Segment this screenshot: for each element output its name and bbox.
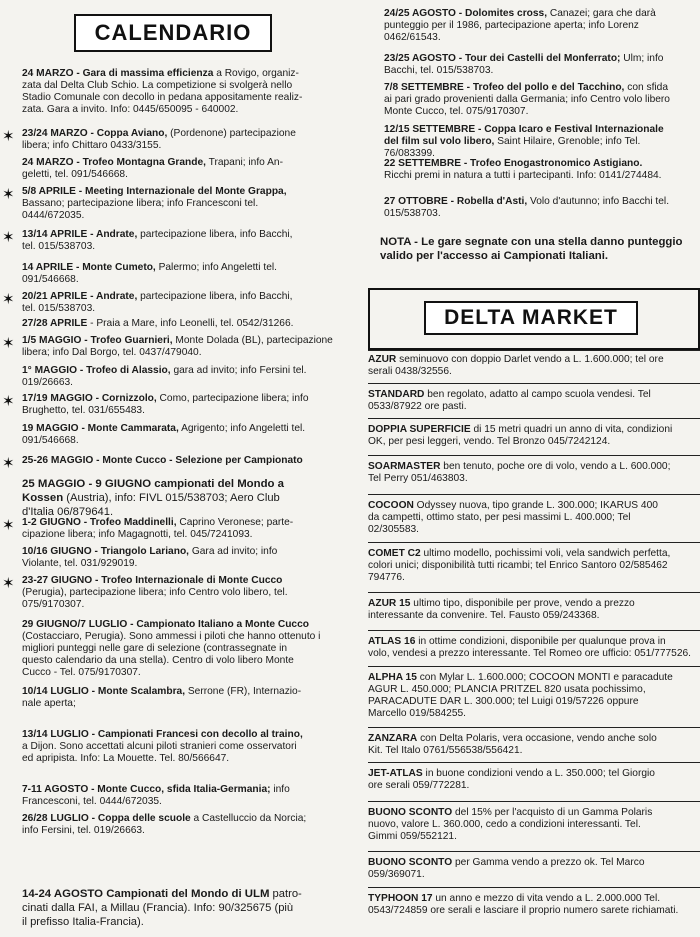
star-icon: ✶ — [2, 186, 15, 203]
market-ad — [368, 672, 700, 720]
entry-heading: BUONO SCONTO — [368, 857, 453, 868]
entry-heading: STANDARD — [368, 389, 425, 400]
entry-body: Serrone (FR), Internazio- nale aperta; — [22, 686, 302, 709]
entry-heading: 7/8 SETTEMBRE - Trofeo del pollo e del Tacchino, — [384, 82, 625, 93]
ad-divider — [368, 762, 700, 763]
market-ad — [368, 893, 700, 917]
entry-heading: 10/16 GIUGNO - Triangolo Lariano, — [22, 546, 189, 557]
star-icon: ✶ — [2, 128, 15, 145]
entry-body: Canazei; gara che darà punteggio per il 1986, partecipazione aperta; info Lorenz 0462/61543. — [384, 8, 656, 43]
nota-stella: NOTA - Le gare segnate con una stella danno punteggio valido per l'accesso ai Campionati Italiani. — [380, 236, 683, 262]
calendar-event — [22, 393, 350, 417]
market-ad — [368, 548, 700, 584]
entry-heading: COCOON — [368, 500, 414, 511]
entry-heading: 29 GIUGNO/7 LUGLIO - Campionato Italiano a Monte Cucco — [22, 619, 309, 630]
ad-divider — [368, 455, 700, 456]
entry-heading: 1/5 MAGGIO - Trofeo Guarnieri, — [22, 335, 173, 346]
ad-divider — [368, 801, 700, 802]
star-icon: ✶ — [2, 393, 15, 410]
entry-body: ben regolato, adatto al campo scuola vendesi. Tel 0533/87922 ore pasti. — [368, 389, 651, 412]
entry-heading: 1-2 GIUGNO - Trofeo Maddinelli, — [22, 517, 177, 528]
entry-body: Bassano; partecipazione libera; info Francesconi tel. 0444/672035. — [22, 198, 259, 221]
calendar-event — [22, 335, 350, 359]
entry-body: (Perugia), partecipazione libera; info Centro volo libero, tel. 075/9170307. — [22, 587, 288, 610]
entry-body: Gara ad invito; info Violante, tel. 031/929019. — [22, 546, 278, 569]
market-ad — [368, 733, 700, 757]
market-ad — [368, 389, 700, 413]
entry-heading: 13/14 LUGLIO - Campionati Francesi con decollo al traino, — [22, 729, 303, 740]
calendar-event — [22, 686, 350, 710]
entry-heading: 10/14 LUGLIO - Monte Scalambra, — [22, 686, 186, 697]
entry-body: Monte Dolada (BL), partecipazione libera; info Dal Borgo, tel. 0437/479040. — [22, 335, 333, 358]
calendar-event — [384, 158, 700, 182]
entry-heading: SOARMASTER — [368, 461, 441, 472]
calendar-event — [22, 186, 350, 222]
entry-heading: 13/14 APRILE - Andrate, — [22, 229, 138, 240]
delta-market-title: DELTA MARKET — [424, 301, 638, 335]
entry-heading: COMET C2 — [368, 548, 421, 559]
entry-body: partecipazione libera, info Bacchi, tel. 015/538703. — [22, 291, 293, 314]
calendar-event — [22, 887, 350, 929]
entry-body: con sfida ai pari grado provenienti dalla Germania; info Centro volo libero Monte Cucco, tel. 075/9170307. — [384, 82, 670, 117]
calendar-event — [22, 784, 350, 808]
entry-body: Saint Hilaire, Grenoble; info Tel. 76/083399. — [384, 136, 641, 159]
calendario-title: CALENDARIO — [74, 14, 272, 52]
calendar-event — [22, 229, 350, 253]
calendar-event — [384, 8, 700, 44]
entry-heading: 25 MAGGIO - 9 GIUGNO campionati del Mondo a Kossen — [22, 478, 285, 504]
market-ad — [368, 857, 700, 881]
market-ad — [368, 500, 700, 536]
entry-body: di 15 metri quadri un anno di vita, condizioni OK, per pesi leggeri, vendo. Tel Bronzo 045/7242124. — [368, 424, 673, 447]
calendar-event — [22, 68, 350, 116]
entry-heading: 1° MAGGIO - Trofeo di Alassio, — [22, 365, 171, 376]
star-icon: ✶ — [2, 575, 15, 592]
calendar-event — [22, 157, 350, 181]
entry-body: un anno e mezzo di vita vendo a L. 2.000.000 Tel. 0543/724859 ore serali e lasciare il proprio numero sarete richiamati. — [368, 893, 679, 916]
delta-market-frame — [368, 288, 700, 350]
right-column — [368, 0, 700, 937]
entry-heading: 23-27 GIUGNO - Trofeo Internazionale di Monte Cucco — [22, 575, 283, 586]
entry-heading: 24 MARZO - Trofeo Montagna Grande, — [22, 157, 206, 168]
calendar-event — [384, 53, 700, 77]
entry-heading: 20/21 APRILE - Andrate, — [22, 291, 138, 302]
entry-heading: 22 SETTEMBRE - Trofeo Enogastronomico Astigiano. — [384, 158, 643, 169]
ad-divider — [368, 630, 700, 631]
entry-body: per Gamma vendo a prezzo ok. Tel Marco 059/369071. — [368, 857, 645, 880]
entry-heading: 14 APRILE - Monte Cumeto, — [22, 262, 156, 273]
ad-divider — [368, 418, 700, 419]
entry-body: Palermo; info Angeletti tel. 091/546668. — [22, 262, 277, 285]
calendar-event — [384, 196, 700, 220]
calendar-event — [22, 517, 350, 541]
entry-heading: ATLAS 16 — [368, 636, 416, 647]
entry-body: del 15% per l'acquisto di un Gamma Polaris nuovo, valore L. 360.000, cedo a condizioni interessanti. Tel. Gimmi 059/552121. — [368, 807, 653, 842]
entry-heading: BUONO SCONTO — [368, 807, 453, 818]
entry-body: a Castelluccio da Norcia; info Fersini, tel. 019/26663. — [22, 813, 307, 836]
entry-heading: AZUR 15 — [368, 598, 411, 609]
entry-heading: JET-ATLAS — [368, 768, 423, 779]
entry-body: con Delta Polaris, vera occasione, vendo anche solo Kit. Tel Italo 0761/556538/556421. — [368, 733, 657, 756]
entry-heading: 27/28 APRILE — [22, 318, 88, 329]
calendar-event — [22, 128, 350, 152]
entry-heading: 25-26 MAGGIO - Monte Cucco - Selezione per Campionato — [22, 455, 303, 466]
calendar-event — [22, 291, 350, 315]
market-ad — [368, 424, 700, 448]
market-ad — [368, 598, 700, 622]
calendar-event — [22, 423, 350, 447]
entry-heading: 26/28 LUGLIO - Coppa delle scuole — [22, 813, 191, 824]
entry-body: Agrigento; info Angeletti tel. 091/546668. — [22, 423, 306, 446]
entry-body: in buone condizioni vendo a L. 350.000; tel Giorgio ore serali 059/772281. — [368, 768, 655, 791]
entry-heading: DOPPIA SUPERFICIE — [368, 424, 471, 435]
calendar-event — [22, 619, 350, 679]
entry-body: - Praia a Mare, info Leonelli, tel. 0542/31266. — [87, 318, 294, 329]
entry-heading: 7-11 AGOSTO - Monte Cucco, sfida Italia-Germania; — [22, 784, 271, 795]
market-ad — [368, 807, 700, 843]
entry-body: Ricchi premi in natura a tutti i partecipanti. Info: 0141/274484. — [384, 170, 662, 181]
star-icon: ✶ — [2, 291, 15, 308]
ad-divider — [368, 666, 700, 667]
entry-heading: 24/25 AGOSTO - Dolomites cross, — [384, 8, 548, 19]
entry-heading: 27 OTTOBRE - Robella d'Asti, — [384, 196, 528, 207]
market-ad — [368, 636, 700, 660]
entry-heading: 23/25 AGOSTO - Tour dei Castelli del Monferrato; — [384, 53, 621, 64]
entry-body: (Costacciaro, Perugia). Sono ammessi i piloti che hanno ottenuto i migliori punteggi nelle gare di selezione (contrassegnate in questo calendario da una stella). Centro di volo libero Monte Cucco - Tel. 075/9170307. — [22, 631, 321, 678]
calendar-event — [22, 318, 350, 330]
entry-body: (Pordenone) partecipazione libera; info Chittaro 0433/3155. — [22, 128, 296, 151]
ad-divider — [368, 851, 700, 852]
entry-body: Trapani; info An- geletti, tel. 091/546668. — [22, 157, 283, 180]
entry-body: Ulm; info Bacchi, tel. 015/538703. — [384, 53, 664, 76]
entry-heading: ALPHA 15 — [368, 672, 417, 683]
ad-divider — [368, 727, 700, 728]
calendar-event — [22, 262, 350, 286]
calendar-event — [22, 546, 350, 570]
entry-body: ultimo modello, pochissimi voli, vela sandwich perfetta, colori unici; disponibilità tutti ricambi; tel Enrico Santoro 02/585462 794776. — [368, 548, 671, 583]
calendar-event — [22, 729, 350, 765]
entry-body: gara ad invito; info Fersini tel. 019/26663. — [22, 365, 307, 388]
entry-body: partecipazione libera, info Bacchi, tel. 015/538703. — [22, 229, 293, 252]
calendar-event — [22, 575, 350, 611]
ad-divider — [368, 350, 700, 351]
ad-divider — [368, 592, 700, 593]
entry-body: ben tenuto, poche ore di volo, vendo a L. 600.000; Tel Perry 051/463803. — [368, 461, 671, 484]
entry-body: ultimo tipo, disponibile per prove, vendo a prezzo interessante da convenire. Tel. Fausto 059/243368. — [368, 598, 635, 621]
calendar-event — [22, 813, 350, 837]
entry-heading: 19 MAGGIO - Monte Cammarata, — [22, 423, 179, 434]
star-icon: ✶ — [2, 335, 15, 352]
entry-heading: 14-24 AGOSTO Campionati del Mondo di ULM — [22, 888, 270, 900]
star-icon: ✶ — [2, 229, 15, 246]
entry-body: seminuovo con doppio Darlet vendo a L. 1.600.000; tel ore serali 0438/32556. — [368, 354, 664, 377]
market-ad — [368, 354, 700, 378]
entry-body: Como, partecipazione libera; info Brughetto, tel. 031/655483. — [22, 393, 309, 416]
entry-body: a Rovigo, organiz- zata dal Delta Club Schio. La competizione si svolgerà nello Stadio Comunale con decollo in pedana appositamente realiz- zata. Gara a invito. Info: 0445/650095 - 640002. — [22, 68, 303, 115]
entry-heading: 5/8 APRILE - Meeting Internazionale del Monte Grappa, — [22, 186, 287, 197]
ad-divider — [368, 383, 700, 384]
entry-body: Odyssey nuova, tipo grande L. 300.000; IKARUS 400 da campetti, ottimo stato, per pesi massimi L. 400.000; Tel 02/305583. — [368, 500, 658, 535]
entry-heading: 23/24 MARZO - Coppa Aviano, — [22, 128, 168, 139]
entry-body: a Dijon. Sono accettati alcuni piloti stranieri come osservatori ed apripista. Info: La Mouette. Tel. 80/566647. — [22, 741, 297, 764]
entry-heading: 24 MARZO - Gara di massima efficienza — [22, 68, 214, 79]
entry-heading: 17/19 MAGGIO - Cornizzolo, — [22, 393, 157, 404]
calendar-event — [384, 124, 700, 160]
entry-body: info Francesconi, tel. 0444/672035. — [22, 784, 290, 807]
entry-heading: 12/15 SETTEMBRE - Coppa Icaro e Festival Internazionale del film sul volo libero, — [384, 124, 664, 147]
ad-divider — [368, 542, 700, 543]
entry-heading: TYPHOON 17 — [368, 893, 433, 904]
entry-body: Volo d'autunno; info Bacchi tel. 015/538703. — [384, 196, 670, 219]
entry-body: con Mylar L. 1.600.000; COCOON MONTI e paracadute AGUR L. 450.000; PLANCIA PRITZEL 820 usata pochissimo, PARACADUTE DAR L. 300.000; tel Luigi 019/57226 oppure Marcello 019/584255. — [368, 672, 673, 719]
entry-heading: ZANZARA — [368, 733, 418, 744]
entry-body: in ottime condizioni, disponibile per qualunque prova in volo, vendesi a prezzo interessante. Tel Romeo ore ufficio: 051/777526. — [368, 636, 691, 659]
market-ad — [368, 461, 700, 485]
star-icon: ✶ — [2, 455, 15, 472]
calendar-event — [384, 82, 700, 118]
entry-heading: AZUR — [368, 354, 397, 365]
ad-divider — [368, 494, 700, 495]
entry-body: (Austria), info: FIVL 015/538703; Aero Club d'Italia 06/879641. — [22, 492, 280, 518]
ad-divider — [368, 887, 700, 888]
market-ad — [368, 768, 700, 792]
calendar-event — [22, 365, 350, 389]
entry-body: Caprino Veronese; parte- cipazione libera; info Magagnotti, tel. 045/7241093. — [22, 517, 294, 540]
star-icon: ✶ — [2, 517, 15, 534]
entry-body: patro- cinati dalla FAI, a Millau (Francia). Info: 90/325675 (più il prefisso Italia-Francia). — [22, 888, 302, 928]
calendar-event — [22, 477, 350, 519]
calendar-event — [22, 455, 350, 467]
